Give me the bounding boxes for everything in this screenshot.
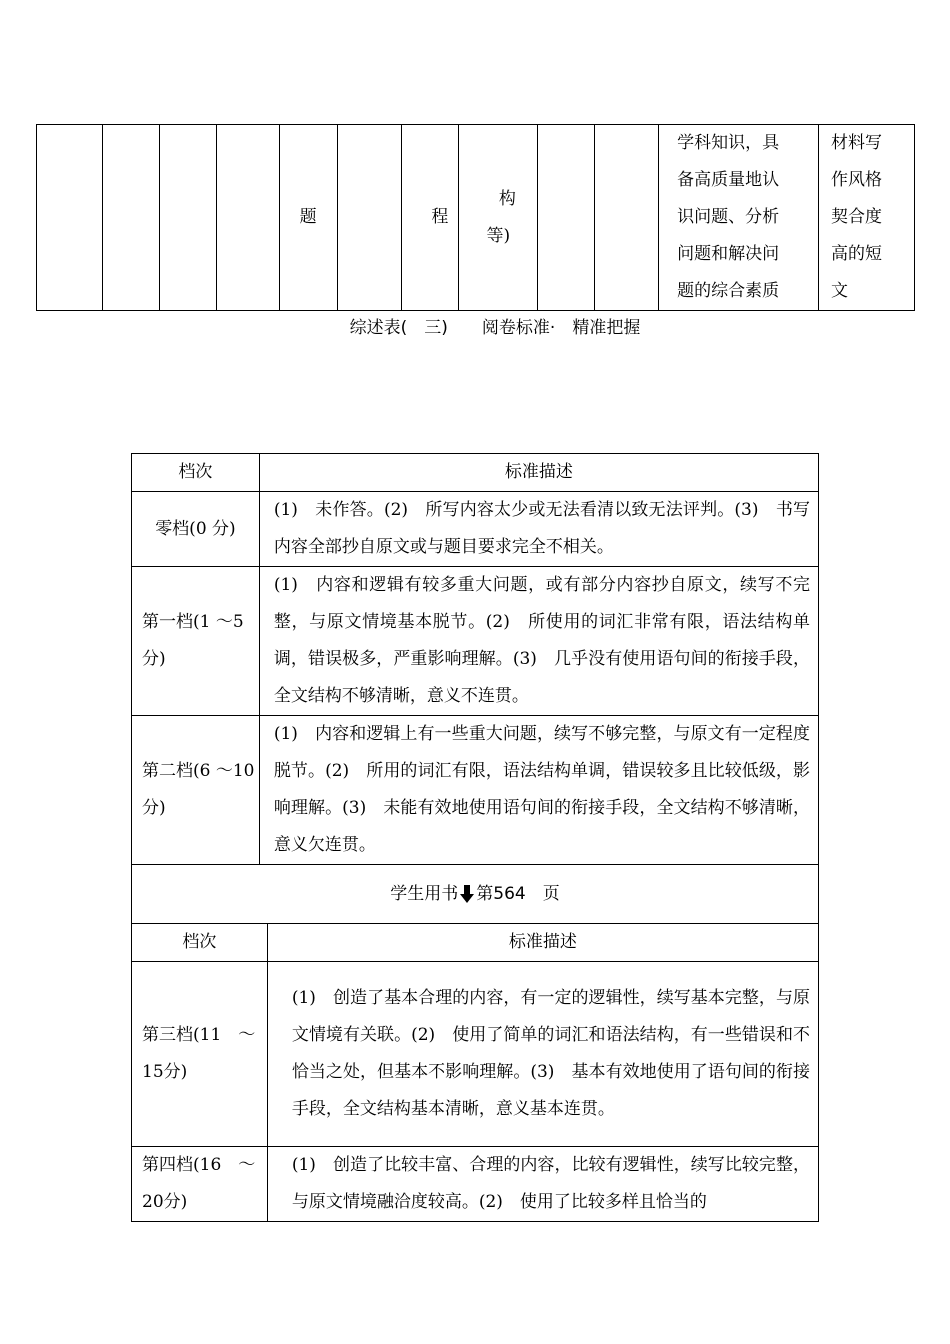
text-line: 文 bbox=[831, 281, 849, 301]
text-line: 备高质量地认 bbox=[677, 170, 780, 190]
description-cell: (1) 创造了比较丰富、合理的内容，比较有逻辑性，续写比较完整，与原文情境融洽度较高。(2) 使用了比较多样且恰当的 bbox=[267, 1147, 818, 1222]
table-row bbox=[132, 492, 819, 567]
empty-cell bbox=[159, 125, 216, 311]
header-description: 标准描述 bbox=[259, 454, 818, 492]
text-line: 题的综合素质 bbox=[677, 281, 780, 301]
description-cell: (1) 内容和逻辑有较多重大问题，或有部分内容抄自原文，续写不完整，与原文情境基本脱节。(2) 所使用的词汇非常有限，语法结构单调，错误极多，严重影响理解。(3) 几乎没有使用语句间的衔接手段，全文结构不够清晰，意义不连贯。 bbox=[259, 567, 818, 716]
text-line: 高的短 bbox=[831, 244, 883, 264]
header-level: 档次 bbox=[132, 454, 260, 492]
text-line: 识问题、分析 bbox=[677, 207, 780, 227]
cell-cheng: 程 bbox=[402, 125, 459, 311]
competency-cell bbox=[659, 125, 819, 311]
grading-standard-table bbox=[131, 453, 819, 1222]
text-line: 问题和解决问 bbox=[677, 244, 780, 264]
level-cell: 第二档(6 ～10分) bbox=[132, 716, 260, 865]
header-description: 标准描述 bbox=[267, 924, 818, 962]
table-caption: 综述表( 三) 阅卷标准· 精准把握 bbox=[349, 318, 641, 338]
table-row bbox=[132, 716, 819, 865]
previous-table-fragment bbox=[36, 124, 915, 311]
text-line: 契合度 bbox=[831, 207, 883, 227]
description-cell: (1) 创造了基本合理的内容，有一定的逻辑性，续写基本完整，与原文情境有关联。(2) 使用了简单的词汇和语法结构，有一些错误和不恰当之处，但基本不影响理解。(3) 基本有效地使用了语句间的衔接手段，全文结构基本清晰，意义基本连贯。 bbox=[267, 962, 818, 1147]
table-header-row bbox=[132, 454, 819, 492]
cell-ti: 题 bbox=[279, 125, 337, 311]
book-reference bbox=[132, 865, 819, 924]
cell-gou-deng bbox=[459, 125, 538, 311]
text-line: 作风格 bbox=[831, 170, 883, 190]
table-header-row bbox=[132, 924, 819, 962]
empty-cell bbox=[37, 125, 103, 311]
empty-cell bbox=[102, 125, 159, 311]
cell-gou: 构 bbox=[498, 188, 516, 209]
header-level: 档次 bbox=[132, 924, 268, 962]
table-row bbox=[132, 962, 819, 1147]
material-cell bbox=[819, 125, 915, 311]
level-cell: 零档(0 分) bbox=[132, 492, 260, 567]
text-line: 学科知识，具 bbox=[677, 133, 780, 153]
level-cell: 第一档(1 ～5 分) bbox=[132, 567, 260, 716]
empty-cell bbox=[595, 125, 659, 311]
empty-cell bbox=[337, 125, 402, 311]
cell-deng: 等) bbox=[486, 225, 511, 246]
page-ref: 第564 页 bbox=[476, 883, 560, 904]
text-line: 材料写 bbox=[831, 133, 883, 153]
description-cell: (1) 未作答。(2) 所写内容太少或无法看清以致无法评判。(3) 书写内容全部抄自原文或与题目要求完全不相关。 bbox=[259, 492, 818, 567]
level-cell: 第三档(11 ～15分) bbox=[132, 962, 268, 1147]
table-row bbox=[132, 567, 819, 716]
arrow-down-icon bbox=[460, 885, 474, 903]
empty-cell bbox=[538, 125, 595, 311]
table-row bbox=[132, 1147, 819, 1222]
empty-cell bbox=[216, 125, 279, 311]
book-reference-row bbox=[132, 865, 819, 924]
level-cell: 第四档(16 ～20分) bbox=[132, 1147, 268, 1222]
book-label: 学生用书 bbox=[390, 883, 459, 904]
description-cell: (1) 内容和逻辑上有一些重大问题，续写不够完整，与原文有一定程度脱节。(2) 所用的词汇有限，语法结构单调，错误较多且比较低级，影响理解。(3) 未能有效地使用语句间的衔接手段，全文结构不够清晰，意义欠连贯。 bbox=[259, 716, 818, 865]
